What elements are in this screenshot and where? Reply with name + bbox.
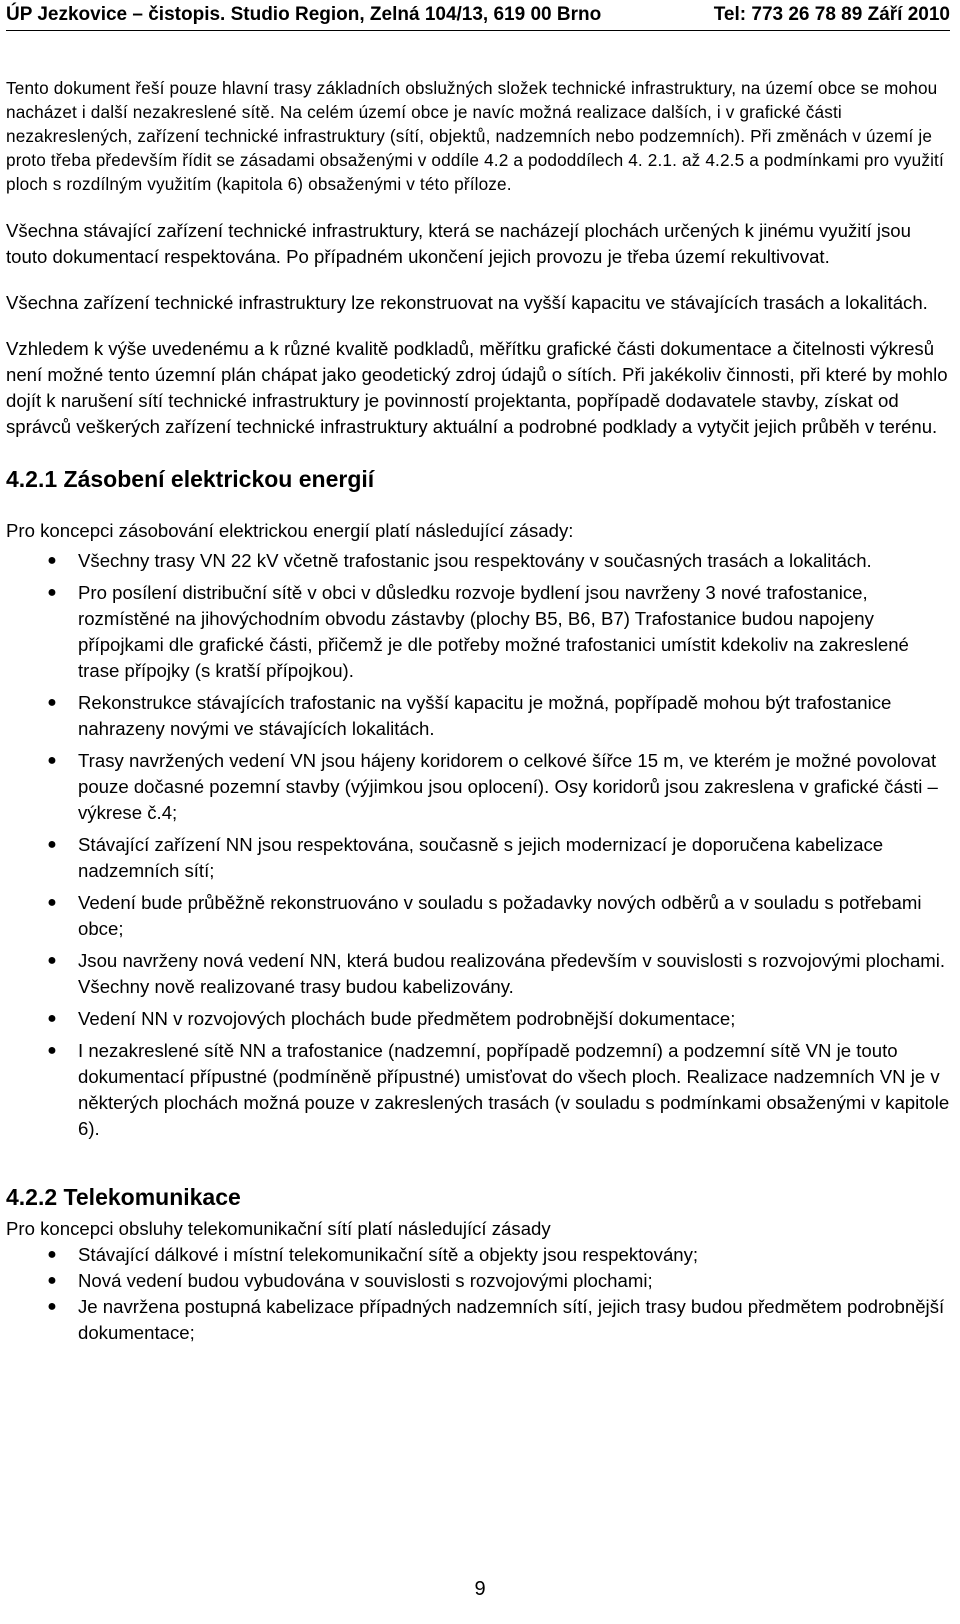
paragraph-disclaimer: Vzhledem k výše uvedenému a k různé kvalitě podkladů, měřítku grafické části dokumentace a čitelnosti výkresů není možné tento územní plán chápat jako geodetický zdroj údajů o sítích. Při jakékoliv činnosti, při které by mohlo dojít k narušení sítí technické infrastruktury je povinností projektanta, popřípadě dodavatele stavby, získat od správců veškerých zařízení technické infrastruktury aktuální a podrobné podklady a vytyčit jejich průběh v terénu. (6, 338, 948, 437)
list-item: ● Stávající dálkové i místní telekomunikační sítě a objekty jsou respektovány; (6, 1242, 950, 1268)
list-item: ● Nová vedení budou vybudována v souvislosti s rozvojovými plochami; (6, 1268, 950, 1294)
bullet-icon: ● (47, 836, 57, 853)
bullet-icon: ● (47, 1272, 57, 1289)
bullet-icon: ● (47, 694, 57, 711)
bullet-icon: ● (47, 1246, 57, 1263)
paragraph-reconstruction: Všechna zařízení technické infrastruktury lze rekonstruovat na vyšší kapacitu ve stávajících trasách a lokalitách. (6, 292, 928, 313)
list-item: ● Pro posílení distribuční sítě v obci v důsledku rozvoje bydlení jsou navrženy 3 nové trafostanice, rozmístěné na jihovýchodním obvodu zástavby (plochy B5, B6, B7) Trafostanice budou napojeny přípojkami dle grafické části, přičemž je dle potřeby možné trafostanici umístit kdekoliv na zakreslené trase přípojky (s kratší přípojkou). (6, 580, 950, 684)
paragraph-existing-facilities: Všechna stávající zařízení technické infrastruktury, která se nacházejí plochách určených k jinému využití jsou touto dokumentací respektována. Po případném ukončení jejich provozu je třeba území rekultivovat. (6, 220, 911, 267)
list-item: ● Rekonstrukce stávajících trafostanic na vyšší kapacitu je možná, popřípadě mohou být trafostanice nahrazeny novými ve stávajících lokalitách. (6, 690, 950, 742)
list-item: ● Je navržena postupná kabelizace případných nadzemních sítí, jejich trasy budou předmětem podrobnější dokumentace; (6, 1294, 950, 1346)
list-item: ● Stávající zařízení NN jsou respektována, současně s jejich modernizací je doporučena kabelizace nadzemních sítí; (6, 832, 950, 884)
list-item: ● Vedení bude průběžně rekonstruováno v souladu s požadavky nových odběrů a v souladu s potřebami obce; (6, 890, 950, 942)
section-intro-telecom: Pro koncepci obsluhy telekomunikační sítí platí následující zásady (6, 1218, 551, 1239)
bullet-icon: ● (47, 1042, 57, 1059)
electricity-list (6, 548, 950, 1142)
section-heading-electricity: 4.2.1 Zásobení elektrickou energií (6, 466, 375, 492)
list-item: ● Jsou navrženy nová vedení NN, která budou realizována především v souvislosti s rozvojovými plochami. Všechny nově realizované trasy budou kabelizovány. (6, 948, 950, 1000)
bullet-icon: ● (47, 1010, 57, 1027)
page-header (6, 4, 950, 31)
bullet-icon: ● (47, 952, 57, 969)
header-left-text: ÚP Jezkovice – čistopis. Studio Region, Zelná 104/13, 619 00 Brno (6, 4, 602, 25)
list-item: ● Vedení NN v rozvojových plochách bude předmětem podrobnější dokumentace; (6, 1006, 950, 1032)
bullet-icon: ● (47, 894, 57, 911)
list-item: ● I nezakreslené sítě NN a trafostanice (nadzemní, popřípadě podzemní) a podzemní sítě VN je touto dokumentací přípustné (podmíněně přípustné) umisťovat do všech ploch. Realizace nadzemních VN je v některých plochách možná pouze v zakreslených trasách (v souladu s podmínkami obsaženými v kapitole 6). (6, 1038, 950, 1142)
page-number: 9 (474, 1578, 486, 1600)
list-item: ● Všechny trasy VN 22 kV včetně trafostanic jsou respektovány v současných trasách a lokalitách. (6, 548, 950, 574)
list-item: ● Trasy navržených vedení VN jsou hájeny koridorem o celkové šířce 15 m, ve kterém je možné povolovat pouze dočasné pozemní stavby (výjimkou jsou oplocení). Osy koridorů jsou zakreslena v grafické části – výkrese č.4; (6, 748, 950, 826)
section-heading-telecom: 4.2.2 Telekomunikace (6, 1184, 241, 1210)
section-intro-electricity: Pro koncepci zásobování elektrickou energií platí následující zásady: (6, 520, 574, 541)
bullet-icon: ● (47, 552, 57, 569)
bullet-icon: ● (47, 584, 57, 601)
header-right-text: Tel: 773 26 78 89 Září 2010 (713, 4, 950, 25)
bullet-icon: ● (47, 1298, 57, 1315)
document-body (6, 76, 950, 1346)
telecom-list (6, 1242, 950, 1346)
paragraph-intro: Tento dokument řeší pouze hlavní trasy základních obslužných složek technické infrastruktury, na území obce se mohou nacházet i další nezakreslené sítě. Na celém území obce je navíc možná realizace dalších, i v grafické části nezakreslených, zařízení technické infrastruktury (sítí, objektů, nadzemních nebo podzemních). Při změnách v území je proto třeba především řídit se zásadami obsaženými v oddíle 4.2 a pododdílech 4. 2.1. až 4.2.5 a podmínkami pro využití ploch s rozdílným využitím (kapitola 6) obsaženými v této příloze. (6, 78, 944, 194)
bullet-icon: ● (47, 752, 57, 769)
